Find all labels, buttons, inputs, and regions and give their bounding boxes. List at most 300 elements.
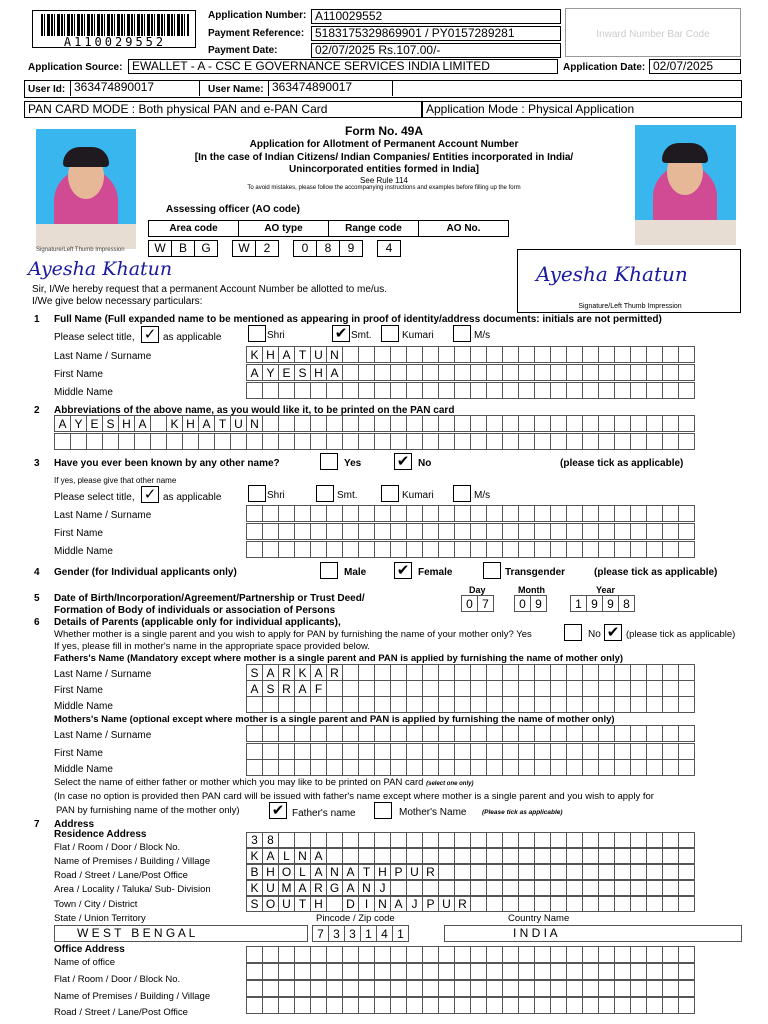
- grid-cell[interactable]: U: [230, 415, 247, 432]
- grid-cell[interactable]: [662, 980, 679, 997]
- grid-cell[interactable]: [358, 505, 375, 522]
- grid-cell[interactable]: [518, 946, 535, 963]
- grid-cell[interactable]: [518, 680, 535, 697]
- grid-cell[interactable]: J: [406, 896, 423, 912]
- grid-cell[interactable]: A: [54, 415, 71, 432]
- grid-cell[interactable]: [486, 364, 503, 381]
- grid-cell[interactable]: [518, 880, 535, 896]
- grid-cell[interactable]: I: [358, 896, 375, 912]
- grid-cell[interactable]: [502, 382, 519, 399]
- grid-cell[interactable]: [678, 415, 695, 432]
- grid-cell[interactable]: [598, 997, 615, 1014]
- grid-cell[interactable]: [518, 896, 535, 912]
- s6-yes-check[interactable]: [564, 624, 582, 641]
- grid-cell[interactable]: D: [342, 896, 359, 912]
- grid-cell[interactable]: [374, 963, 391, 980]
- grid-cell[interactable]: [678, 382, 695, 399]
- grid-cell[interactable]: [326, 963, 343, 980]
- s7-off-prem-grid[interactable]: [246, 997, 694, 1014]
- grid-cell[interactable]: [550, 664, 567, 681]
- grid-cell[interactable]: [246, 505, 263, 522]
- grid-cell[interactable]: [486, 997, 503, 1014]
- grid-cell[interactable]: [422, 680, 439, 697]
- grid-cell[interactable]: [246, 541, 263, 558]
- grid-cell[interactable]: [454, 864, 471, 880]
- grid-cell[interactable]: [582, 523, 599, 540]
- grid-cell[interactable]: [358, 743, 375, 760]
- grid-cell[interactable]: [534, 946, 551, 963]
- grid-cell[interactable]: [678, 848, 695, 864]
- grid-cell[interactable]: [374, 946, 391, 963]
- grid-cell[interactable]: [486, 864, 503, 880]
- grid-cell[interactable]: [118, 433, 135, 450]
- grid-cell[interactable]: [278, 832, 295, 848]
- grid-cell[interactable]: [294, 696, 311, 713]
- grid-cell[interactable]: [294, 743, 311, 760]
- grid-cell[interactable]: [310, 415, 327, 432]
- grid-cell[interactable]: [438, 848, 455, 864]
- grid-cell[interactable]: [582, 848, 599, 864]
- grid-cell[interactable]: [438, 832, 455, 848]
- s6-m-middle-grid[interactable]: [246, 759, 694, 776]
- grid-cell[interactable]: [422, 980, 439, 997]
- grid-cell[interactable]: [278, 946, 295, 963]
- grid-cell[interactable]: [566, 415, 583, 432]
- grid-cell[interactable]: [422, 696, 439, 713]
- grid-cell[interactable]: A: [262, 664, 279, 681]
- grid-cell[interactable]: [614, 382, 631, 399]
- grid-cell[interactable]: [518, 364, 535, 381]
- grid-cell[interactable]: [470, 946, 487, 963]
- grid-cell[interactable]: [550, 346, 567, 363]
- grid-cell[interactable]: [470, 997, 487, 1014]
- grid-cell[interactable]: [374, 980, 391, 997]
- grid-cell[interactable]: [534, 963, 551, 980]
- grid-cell[interactable]: [406, 832, 423, 848]
- grid-cell[interactable]: [678, 433, 695, 450]
- grid-cell[interactable]: [518, 541, 535, 558]
- grid-cell[interactable]: N: [326, 864, 343, 880]
- grid-cell[interactable]: [358, 680, 375, 697]
- grid-cell[interactable]: K: [246, 346, 263, 363]
- grid-cell[interactable]: [358, 696, 375, 713]
- s5-day-grid[interactable]: [461, 595, 493, 612]
- grid-cell[interactable]: [438, 725, 455, 742]
- grid-cell[interactable]: [342, 832, 359, 848]
- grid-cell[interactable]: [342, 848, 359, 864]
- grid-cell[interactable]: [294, 832, 311, 848]
- grid-cell[interactable]: [310, 433, 327, 450]
- grid-cell[interactable]: [342, 725, 359, 742]
- grid-cell[interactable]: [598, 346, 615, 363]
- grid-cell[interactable]: [678, 680, 695, 697]
- grid-cell[interactable]: [374, 997, 391, 1014]
- grid-cell[interactable]: Y: [70, 415, 87, 432]
- grid-cell[interactable]: [598, 364, 615, 381]
- grid-cell[interactable]: [582, 346, 599, 363]
- grid-cell[interactable]: [630, 725, 647, 742]
- s6-no-check[interactable]: ✔: [604, 624, 622, 641]
- grid-cell[interactable]: P: [390, 864, 407, 880]
- grid-cell[interactable]: [342, 664, 359, 681]
- grid-cell[interactable]: [406, 346, 423, 363]
- grid-cell[interactable]: [534, 743, 551, 760]
- grid-cell[interactable]: [150, 433, 167, 450]
- grid-cell[interactable]: U: [438, 896, 455, 912]
- grid-cell[interactable]: N: [246, 415, 263, 432]
- grid-cell[interactable]: [342, 759, 359, 776]
- grid-cell[interactable]: [678, 696, 695, 713]
- grid-cell[interactable]: [294, 980, 311, 997]
- grid-cell[interactable]: [614, 541, 631, 558]
- grid-cell[interactable]: 7: [312, 925, 329, 942]
- grid-cell[interactable]: [662, 346, 679, 363]
- grid-cell[interactable]: [678, 997, 695, 1014]
- grid-cell[interactable]: [262, 523, 279, 540]
- grid-cell[interactable]: [454, 680, 471, 697]
- grid-cell[interactable]: [646, 864, 663, 880]
- grid-cell[interactable]: [646, 505, 663, 522]
- grid-cell[interactable]: [262, 696, 279, 713]
- grid-cell[interactable]: [406, 848, 423, 864]
- grid-cell[interactable]: [534, 664, 551, 681]
- grid-cell[interactable]: [518, 415, 535, 432]
- grid-cell[interactable]: [598, 880, 615, 896]
- grid-cell[interactable]: [582, 880, 599, 896]
- grid-cell[interactable]: [598, 963, 615, 980]
- grid-cell[interactable]: [278, 743, 295, 760]
- grid-cell[interactable]: [454, 759, 471, 776]
- grid-cell[interactable]: [566, 946, 583, 963]
- grid-cell[interactable]: [502, 896, 519, 912]
- grid-cell[interactable]: [278, 963, 295, 980]
- grid-cell[interactable]: [454, 433, 471, 450]
- grid-cell[interactable]: N: [294, 848, 311, 864]
- s7-country-box[interactable]: [444, 925, 742, 942]
- grid-cell[interactable]: [294, 541, 311, 558]
- grid-cell[interactable]: [326, 848, 343, 864]
- s7-pin-grid[interactable]: [312, 925, 408, 942]
- grid-cell[interactable]: [294, 523, 311, 540]
- grid-cell[interactable]: [582, 505, 599, 522]
- grid-cell[interactable]: [294, 725, 311, 742]
- grid-cell[interactable]: [470, 743, 487, 760]
- s6-m-last-grid[interactable]: [246, 725, 694, 742]
- grid-cell[interactable]: [470, 848, 487, 864]
- grid-cell[interactable]: [598, 980, 615, 997]
- grid-cell[interactable]: [422, 433, 439, 450]
- grid-cell[interactable]: [550, 997, 567, 1014]
- grid-cell[interactable]: [566, 980, 583, 997]
- grid-cell[interactable]: [294, 759, 311, 776]
- grid-cell[interactable]: [358, 963, 375, 980]
- s4-male-check[interactable]: [320, 562, 338, 579]
- grid-cell[interactable]: [262, 725, 279, 742]
- grid-cell[interactable]: [630, 880, 647, 896]
- grid-cell[interactable]: [374, 364, 391, 381]
- grid-cell[interactable]: 3: [344, 925, 361, 942]
- grid-cell[interactable]: [614, 680, 631, 697]
- grid-cell[interactable]: [454, 505, 471, 522]
- grid-cell[interactable]: [470, 896, 487, 912]
- grid-cell[interactable]: M: [278, 880, 295, 896]
- grid-cell[interactable]: [550, 696, 567, 713]
- grid-cell[interactable]: [310, 523, 327, 540]
- grid-cell[interactable]: [438, 997, 455, 1014]
- grid-cell[interactable]: [518, 980, 535, 997]
- grid-cell[interactable]: [246, 980, 263, 997]
- grid-cell[interactable]: [502, 541, 519, 558]
- grid-cell[interactable]: 0: [461, 595, 478, 612]
- grid-cell[interactable]: 1: [360, 925, 377, 942]
- grid-cell[interactable]: [246, 696, 263, 713]
- grid-cell[interactable]: [566, 696, 583, 713]
- grid-cell[interactable]: [390, 433, 407, 450]
- grid-cell[interactable]: A: [310, 864, 327, 880]
- grid-cell[interactable]: [278, 725, 295, 742]
- grid-cell[interactable]: [678, 963, 695, 980]
- grid-cell[interactable]: [486, 433, 503, 450]
- grid-cell[interactable]: [326, 505, 343, 522]
- grid-cell[interactable]: [662, 848, 679, 864]
- grid-cell[interactable]: [422, 946, 439, 963]
- grid-cell[interactable]: [662, 415, 679, 432]
- grid-cell[interactable]: [518, 346, 535, 363]
- grid-cell[interactable]: T: [294, 896, 311, 912]
- grid-cell[interactable]: [582, 415, 599, 432]
- grid-cell[interactable]: [374, 848, 391, 864]
- grid-cell[interactable]: [326, 433, 343, 450]
- grid-cell[interactable]: [550, 382, 567, 399]
- grid-cell[interactable]: [502, 505, 519, 522]
- grid-cell[interactable]: [438, 743, 455, 760]
- grid-cell[interactable]: [470, 980, 487, 997]
- grid-cell[interactable]: [486, 880, 503, 896]
- grid-cell[interactable]: [406, 725, 423, 742]
- grid-cell[interactable]: [598, 832, 615, 848]
- s6-mother-opt-check[interactable]: [374, 802, 392, 819]
- grid-cell[interactable]: [550, 433, 567, 450]
- grid-cell[interactable]: [422, 743, 439, 760]
- grid-cell[interactable]: [502, 832, 519, 848]
- grid-cell[interactable]: [326, 997, 343, 1014]
- grid-cell[interactable]: [406, 759, 423, 776]
- grid-cell[interactable]: [550, 896, 567, 912]
- grid-cell[interactable]: [662, 725, 679, 742]
- grid-cell[interactable]: [422, 963, 439, 980]
- grid-cell[interactable]: H: [118, 415, 135, 432]
- grid-cell[interactable]: [518, 997, 535, 1014]
- grid-cell[interactable]: [246, 963, 263, 980]
- grid-cell[interactable]: [566, 505, 583, 522]
- grid-cell[interactable]: [502, 696, 519, 713]
- grid-cell[interactable]: [470, 725, 487, 742]
- grid-cell[interactable]: [598, 946, 615, 963]
- grid-cell[interactable]: [230, 433, 247, 450]
- grid-cell[interactable]: [486, 523, 503, 540]
- s1-title-ms[interactable]: [453, 325, 471, 342]
- grid-cell[interactable]: [646, 946, 663, 963]
- grid-cell[interactable]: [566, 759, 583, 776]
- grid-cell[interactable]: [534, 759, 551, 776]
- grid-cell[interactable]: [470, 864, 487, 880]
- grid-cell[interactable]: [486, 505, 503, 522]
- ao-value-cell[interactable]: 4: [377, 240, 401, 257]
- grid-cell[interactable]: [662, 743, 679, 760]
- grid-cell[interactable]: [310, 980, 327, 997]
- grid-cell[interactable]: [582, 433, 599, 450]
- grid-cell[interactable]: R: [326, 664, 343, 681]
- grid-cell[interactable]: [614, 505, 631, 522]
- grid-cell[interactable]: [662, 832, 679, 848]
- grid-cell[interactable]: [358, 980, 375, 997]
- grid-cell[interactable]: [406, 980, 423, 997]
- grid-cell[interactable]: [598, 415, 615, 432]
- grid-cell[interactable]: [598, 541, 615, 558]
- grid-cell[interactable]: [422, 415, 439, 432]
- grid-cell[interactable]: [470, 346, 487, 363]
- grid-cell[interactable]: A: [326, 364, 343, 381]
- grid-cell[interactable]: [406, 946, 423, 963]
- grid-cell[interactable]: [406, 415, 423, 432]
- grid-cell[interactable]: [534, 997, 551, 1014]
- grid-cell[interactable]: [486, 896, 503, 912]
- grid-cell[interactable]: [646, 433, 663, 450]
- grid-cell[interactable]: [246, 946, 263, 963]
- grid-cell[interactable]: [598, 759, 615, 776]
- ao-value-cell[interactable]: 8: [316, 240, 340, 257]
- grid-cell[interactable]: [566, 880, 583, 896]
- grid-cell[interactable]: [278, 382, 295, 399]
- grid-cell[interactable]: [374, 382, 391, 399]
- grid-cell[interactable]: [550, 680, 567, 697]
- grid-cell[interactable]: [502, 364, 519, 381]
- grid-cell[interactable]: [406, 680, 423, 697]
- grid-cell[interactable]: [662, 880, 679, 896]
- grid-cell[interactable]: [166, 433, 183, 450]
- grid-cell[interactable]: [390, 832, 407, 848]
- s7-off-name-grid-2[interactable]: [246, 963, 694, 980]
- s2-grid-2[interactable]: [54, 433, 694, 450]
- grid-cell[interactable]: [342, 505, 359, 522]
- grid-cell[interactable]: [390, 523, 407, 540]
- grid-cell[interactable]: [438, 980, 455, 997]
- grid-cell[interactable]: [470, 541, 487, 558]
- grid-cell[interactable]: [502, 946, 519, 963]
- grid-cell[interactable]: [662, 864, 679, 880]
- grid-cell[interactable]: [646, 382, 663, 399]
- grid-cell[interactable]: [678, 725, 695, 742]
- grid-cell[interactable]: [310, 696, 327, 713]
- grid-cell[interactable]: [550, 743, 567, 760]
- grid-cell[interactable]: [598, 680, 615, 697]
- grid-cell[interactable]: [630, 864, 647, 880]
- grid-cell[interactable]: [310, 382, 327, 399]
- grid-cell[interactable]: [614, 997, 631, 1014]
- grid-cell[interactable]: [646, 346, 663, 363]
- grid-cell[interactable]: [614, 725, 631, 742]
- grid-cell[interactable]: [470, 415, 487, 432]
- grid-cell[interactable]: [454, 523, 471, 540]
- grid-cell[interactable]: 1: [570, 595, 587, 612]
- grid-cell[interactable]: [454, 980, 471, 997]
- grid-cell[interactable]: [582, 864, 599, 880]
- grid-cell[interactable]: [502, 664, 519, 681]
- grid-cell[interactable]: [566, 896, 583, 912]
- grid-cell[interactable]: [502, 680, 519, 697]
- grid-cell[interactable]: [406, 743, 423, 760]
- grid-cell[interactable]: [582, 896, 599, 912]
- grid-cell[interactable]: 4: [376, 925, 393, 942]
- grid-cell[interactable]: R: [278, 664, 295, 681]
- grid-cell[interactable]: [502, 963, 519, 980]
- grid-cell[interactable]: [246, 725, 263, 742]
- grid-cell[interactable]: [502, 725, 519, 742]
- grid-cell[interactable]: [550, 848, 567, 864]
- grid-cell[interactable]: [454, 664, 471, 681]
- grid-cell[interactable]: [582, 541, 599, 558]
- grid-cell[interactable]: [614, 523, 631, 540]
- grid-cell[interactable]: [278, 415, 295, 432]
- grid-cell[interactable]: [326, 382, 343, 399]
- grid-cell[interactable]: [662, 696, 679, 713]
- grid-cell[interactable]: [646, 896, 663, 912]
- grid-cell[interactable]: [438, 346, 455, 363]
- grid-cell[interactable]: [438, 382, 455, 399]
- grid-cell[interactable]: [646, 680, 663, 697]
- grid-cell[interactable]: [518, 759, 535, 776]
- grid-cell[interactable]: [630, 832, 647, 848]
- grid-cell[interactable]: [358, 364, 375, 381]
- grid-cell[interactable]: [518, 963, 535, 980]
- grid-cell[interactable]: [662, 963, 679, 980]
- grid-cell[interactable]: [518, 725, 535, 742]
- grid-cell[interactable]: [390, 696, 407, 713]
- grid-cell[interactable]: 3: [328, 925, 345, 942]
- grid-cell[interactable]: [454, 832, 471, 848]
- grid-cell[interactable]: [646, 415, 663, 432]
- grid-cell[interactable]: [486, 980, 503, 997]
- grid-cell[interactable]: [262, 743, 279, 760]
- grid-cell[interactable]: [470, 696, 487, 713]
- grid-cell[interactable]: [422, 382, 439, 399]
- grid-cell[interactable]: [678, 880, 695, 896]
- grid-cell[interactable]: A: [390, 896, 407, 912]
- grid-cell[interactable]: [502, 848, 519, 864]
- grid-cell[interactable]: [294, 963, 311, 980]
- grid-cell[interactable]: [342, 743, 359, 760]
- grid-cell[interactable]: [582, 980, 599, 997]
- grid-cell[interactable]: [406, 696, 423, 713]
- grid-cell[interactable]: [486, 696, 503, 713]
- grid-cell[interactable]: [614, 743, 631, 760]
- grid-cell[interactable]: H: [182, 415, 199, 432]
- grid-cell[interactable]: [374, 523, 391, 540]
- ao-value-cell[interactable]: W: [232, 240, 256, 257]
- grid-cell[interactable]: [614, 980, 631, 997]
- grid-cell[interactable]: T: [358, 864, 375, 880]
- grid-cell[interactable]: N: [358, 880, 375, 896]
- grid-cell[interactable]: [678, 759, 695, 776]
- grid-cell[interactable]: [646, 759, 663, 776]
- grid-cell[interactable]: [358, 415, 375, 432]
- grid-cell[interactable]: K: [294, 664, 311, 681]
- grid-cell[interactable]: [326, 680, 343, 697]
- grid-cell[interactable]: [582, 946, 599, 963]
- grid-cell[interactable]: [374, 725, 391, 742]
- grid-cell[interactable]: [358, 997, 375, 1014]
- grid-cell[interactable]: [182, 433, 199, 450]
